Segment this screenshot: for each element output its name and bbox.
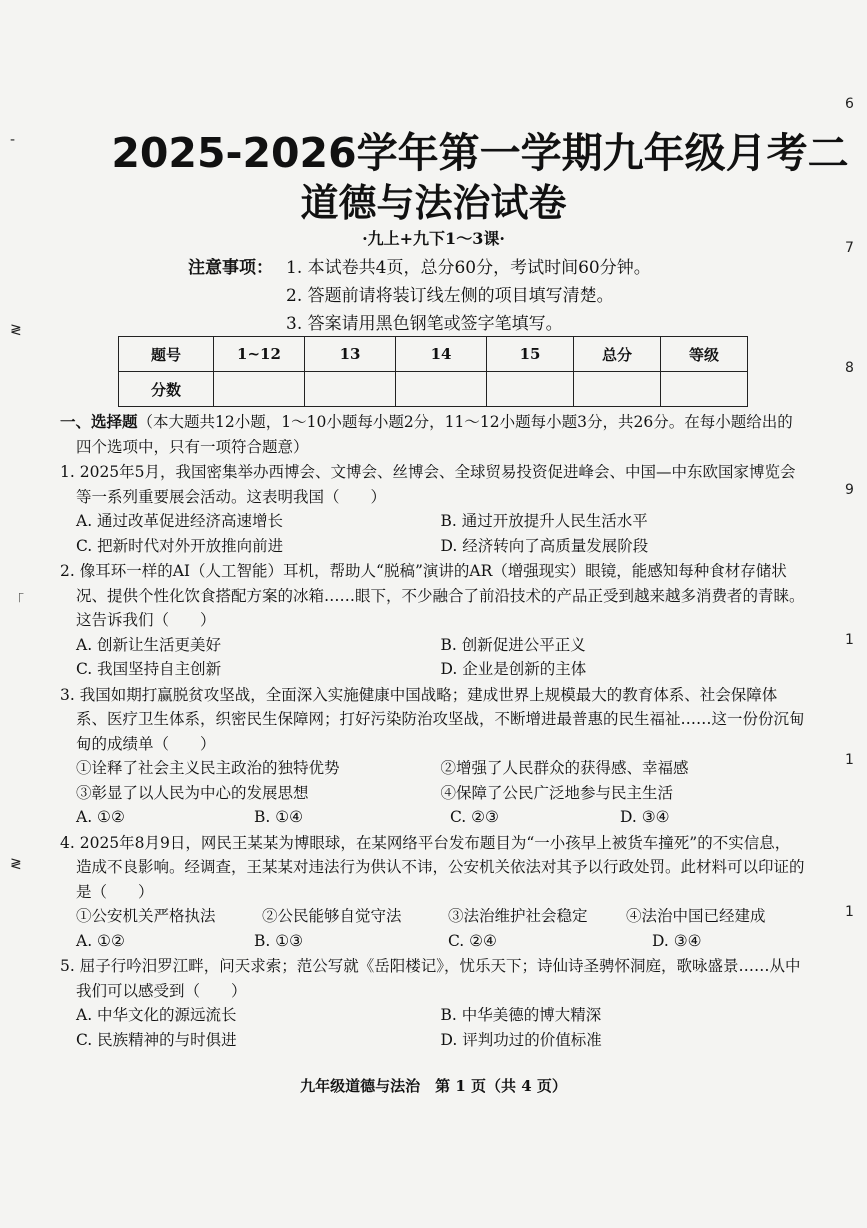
- statement: ③彰显了以人民为中心的发展思想: [76, 783, 309, 802]
- option-b: B. ①③: [254, 931, 304, 950]
- question-stem: 1. 2025年5月，我国密集举办西博会、文博会、丝博会、全球贸易投资促进峰会、中国—中东欧国家博览会等一系列重要展会活动。这表明我国（ ）: [60, 463, 796, 506]
- question-stem: 3. 我国如期打赢脱贫攻坚战，全面深入实施健康中国战略；建成世界上规模最大的教育体系、社会保障体系、医疗卫生体系，织密民生保障网；打好污染防治攻坚战，不断增进最普惠的民生福祉……这一份份沉甸甸的成绩单（ ）: [60, 685, 805, 753]
- exam-scope: ·九上+九下1～3课·: [362, 229, 505, 248]
- exam-title: 2025-2026学年第一学期九年级月考二: [111, 129, 849, 177]
- notice-label: 注意事项：: [188, 258, 273, 278]
- margin-mark: 8: [845, 360, 854, 376]
- score-header-cell: 总分: [574, 337, 661, 372]
- statement: ④法治中国已经建成: [626, 907, 766, 925]
- option-c: C. ②④: [448, 931, 497, 950]
- question-stem: 5. 屈子行吟汨罗江畔，问天求索；范公写就《岳阳楼记》，忧乐天下；诗仙诗圣骋怀洞庭，歌咏盛景……从中我们可以感受到（ ）: [60, 957, 801, 1000]
- statement: ①公安机关严格执法: [76, 907, 216, 925]
- margin-mark: 6: [845, 96, 854, 112]
- option-b: B. 中华美德的博大精深: [440, 1006, 602, 1024]
- option-d: D. ③④: [652, 931, 702, 950]
- score-cell[interactable]: [487, 372, 574, 407]
- margin-mark: -: [10, 132, 16, 148]
- margin-mark: ≷: [10, 322, 22, 338]
- question-stem: 4. 2025年8月9日，网民王某某为博眼球，在某网络平台发布题目为“一小孩早上被货车撞死”的不实信息，造成不良影响。经调查，王某某对违法行为供认不讳，公安机关依法对其予以行政处罚。此材料可以印证的是（ ）: [60, 833, 805, 901]
- statement: ③法治维护社会稳定: [448, 907, 588, 925]
- page-footer: 九年级道德与法治 第 1 页（共 4 页）: [300, 1077, 567, 1095]
- option-a: A. 中华文化的源远流长: [76, 1006, 237, 1024]
- option-c: C. 把新时代对外开放推向前进: [76, 536, 284, 555]
- score-cell[interactable]: [396, 372, 487, 407]
- option-b: B. 创新促进公平正义: [440, 635, 586, 654]
- statement: ①诠释了社会主义民主政治的独特优势: [76, 759, 340, 777]
- score-cell[interactable]: [574, 372, 661, 407]
- notice-item: 2. 答题前请将装订线左侧的项目填写清楚。: [286, 286, 614, 306]
- score-header-cell: 1~12: [214, 337, 305, 372]
- margin-mark: 7: [845, 240, 854, 256]
- option-a: A. 通过改革促进经济高速增长: [76, 512, 284, 530]
- option-a: A. ①②: [76, 931, 125, 950]
- statement: ②公民能够自觉守法: [262, 907, 402, 925]
- option-d: D. 企业是创新的主体: [440, 660, 587, 678]
- question-section: [60, 410, 805, 1052]
- margin-mark: ≷: [10, 856, 22, 872]
- score-header-cell: 15: [487, 337, 574, 372]
- option-c: C. 民族精神的与时俱进: [76, 1030, 237, 1049]
- score-header-cell: 题号: [119, 337, 214, 372]
- score-table: [118, 336, 748, 407]
- margin-mark: 9: [845, 482, 854, 498]
- statement: ②增强了人民群众的获得感、幸福感: [440, 759, 689, 777]
- option-a: A. ①②: [76, 808, 125, 826]
- question-item: [60, 831, 805, 954]
- option-d: D. ③④: [620, 808, 670, 826]
- option-d: D. 经济转向了高质量发展阶段: [440, 536, 649, 555]
- question-item: [60, 683, 805, 830]
- margin-mark: 1: [845, 752, 854, 768]
- score-cell[interactable]: [305, 372, 396, 407]
- score-cell[interactable]: [214, 372, 305, 407]
- option-c: C. ②③: [450, 808, 499, 826]
- option-b: B. 通过开放提升人民生活水平: [440, 512, 648, 530]
- statement: ④保障了公民广泛地参与民主生活: [440, 783, 674, 802]
- margin-mark: 「: [10, 593, 24, 609]
- score-cell[interactable]: [661, 372, 748, 407]
- score-header-cell: 等级: [661, 337, 748, 372]
- section-description: （本大题共12小题，1～10小题每小题2分，11～12小题每小题3分，共26分。在每小题给出的四个选项中，只有一项符合题意）: [76, 413, 793, 456]
- question-item: [60, 559, 805, 682]
- section-title: 一、选择题: [60, 412, 138, 431]
- question-item: [60, 460, 805, 558]
- question-item: [60, 954, 805, 1052]
- notice-item: 1. 本试卷共4页，总分60分，考试时间60分钟。: [286, 258, 651, 278]
- notice-item: 3. 答案请用黑色钢笔或签字笔填写。: [286, 314, 563, 334]
- margin-mark: 1: [845, 904, 854, 920]
- margin-mark: 1: [845, 632, 854, 648]
- section-heading: [60, 410, 805, 459]
- notice-block: [188, 254, 651, 338]
- question-stem: 2. 像耳环一样的AI（人工智能）耳机，帮助人“脱稿”演讲的AR（增强现实）眼镜，能感知每种食材存储状况、提供个性化饮食搭配方案的冰箱……眼下，不少融合了前沿技术的产品正受到越来越多消费者的青睐。这告诉我们（ ）: [60, 562, 805, 629]
- option-c: C. 我国坚持自主创新: [76, 660, 222, 678]
- option-a: A. 创新让生活更美好: [76, 635, 222, 654]
- score-header-cell: 14: [396, 337, 487, 372]
- score-header-cell: 13: [305, 337, 396, 372]
- option-d: D. 评判功过的价值标准: [440, 1030, 602, 1049]
- exam-subject-title: 道德与法治试卷: [300, 181, 567, 225]
- score-row-label: 分数: [119, 372, 214, 407]
- option-b: B. ①④: [254, 808, 304, 826]
